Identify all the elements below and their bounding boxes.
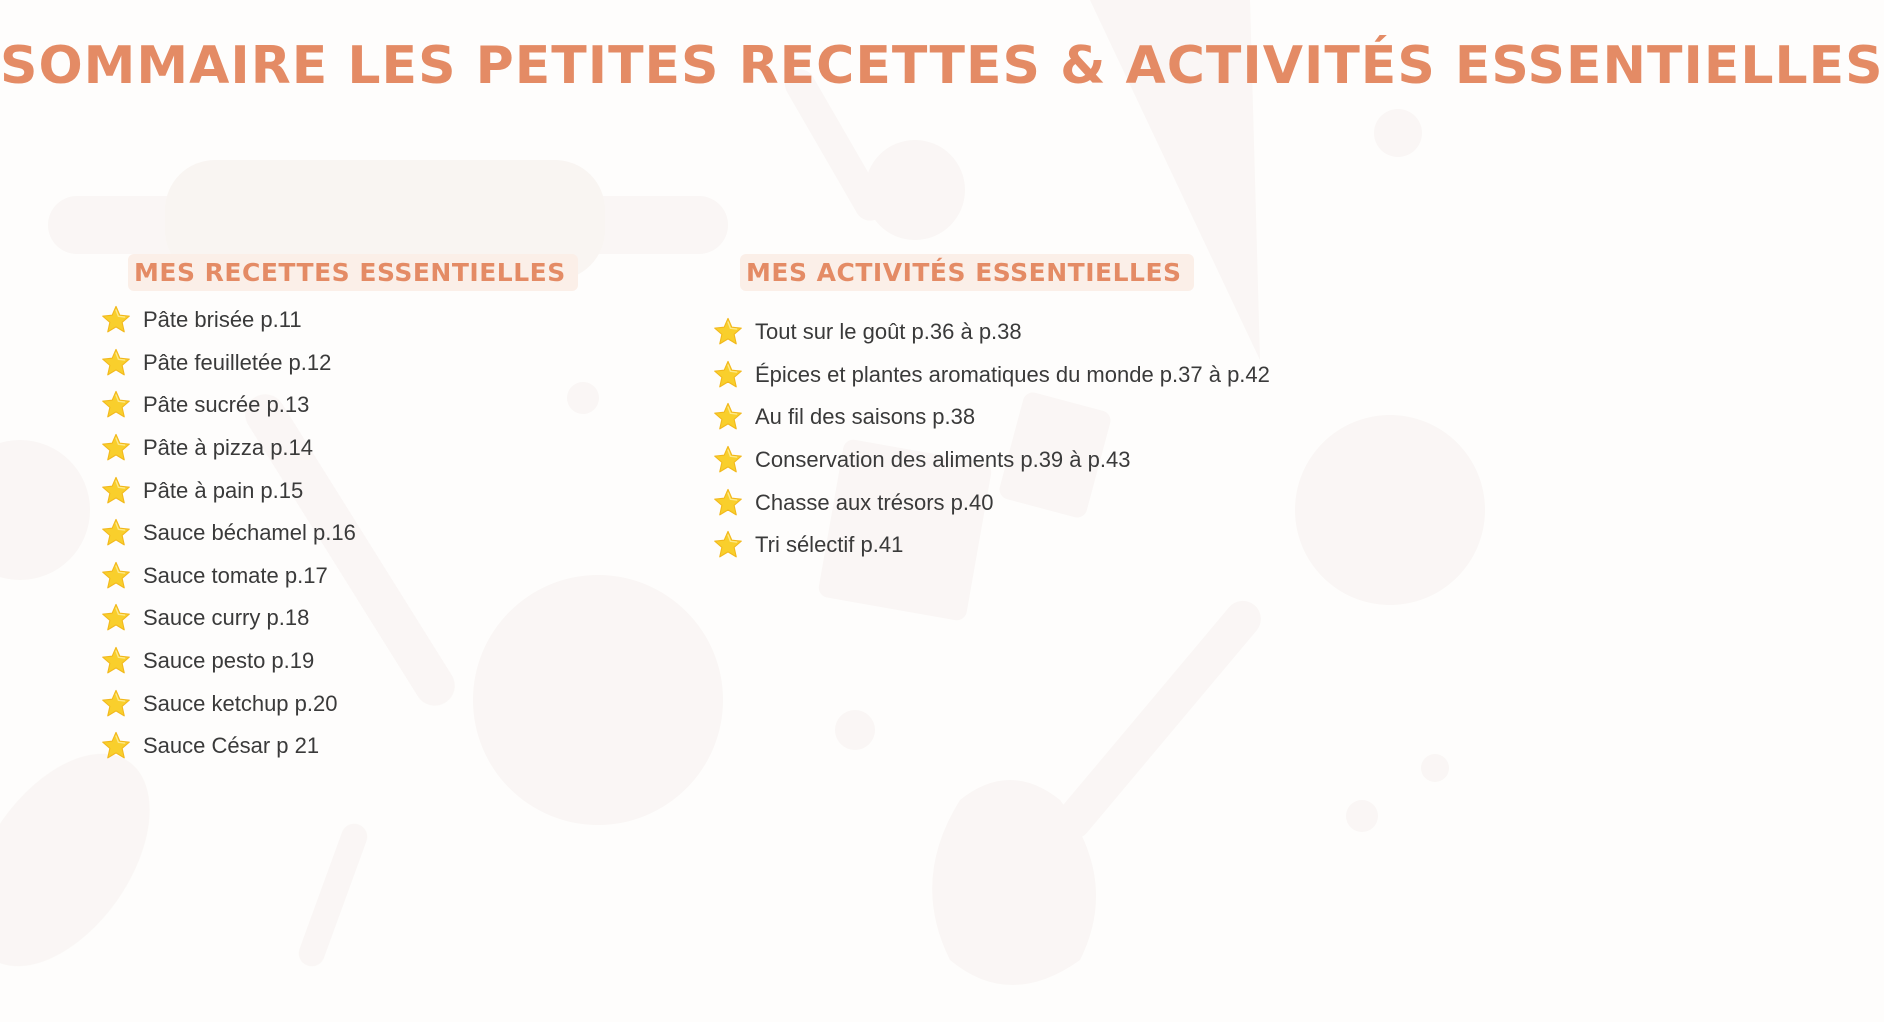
star-icon	[100, 304, 132, 336]
list-item	[100, 427, 660, 470]
star-icon	[100, 560, 132, 592]
star-icon	[712, 359, 744, 391]
star-icon	[712, 529, 744, 561]
page-title: SOMMAIRE LES PETITES RECETTES & ACTIVITÉS ESSENTIELLES	[0, 36, 1884, 96]
list-item	[712, 481, 1412, 524]
list-item	[712, 354, 1412, 397]
list-item	[100, 384, 660, 427]
star-icon	[100, 517, 132, 549]
list-item-label: Sauce pesto p.19	[143, 648, 315, 674]
list-item-label: Conservation des aliments p.39 à p.43	[755, 447, 1131, 473]
star-icon	[100, 347, 132, 379]
star-icon	[100, 730, 132, 762]
list-item	[100, 640, 660, 683]
star-icon	[100, 432, 132, 464]
list-item	[100, 682, 660, 725]
list-item	[712, 396, 1412, 439]
section-heading-recettes: MES RECETTES ESSENTIELLES	[128, 254, 578, 291]
section-recettes	[100, 254, 660, 768]
list-item-label: Au fil des saisons p.38	[755, 404, 976, 430]
list-item	[100, 469, 660, 512]
list-item-label: Pâte feuilletée p.12	[143, 349, 332, 375]
list-item-label: Pâte à pain p.15	[143, 477, 304, 503]
list-item-label: Sauce béchamel p.16	[143, 520, 356, 546]
list-item-label: Épices et plantes aromatiques du monde p.37 à p.42	[755, 361, 1270, 387]
list-item-label: Sauce curry p.18	[143, 605, 310, 631]
star-icon	[712, 487, 744, 519]
star-icon	[100, 688, 132, 720]
list-item	[100, 555, 660, 598]
star-icon	[100, 475, 132, 507]
star-icon	[100, 645, 132, 677]
list-item-label: Pâte brisée p.11	[143, 307, 302, 333]
section-heading-activites: MES ACTIVITÉS ESSENTIELLES	[740, 254, 1194, 291]
list-item-label: Pâte sucrée p.13	[143, 392, 310, 418]
star-icon	[712, 444, 744, 476]
bowl-icon	[865, 140, 965, 240]
list-item-label: Tri sélectif p.41	[755, 532, 904, 558]
list-item	[100, 725, 660, 768]
list-item-label: Sauce ketchup p.20	[143, 690, 338, 716]
section-activites	[712, 254, 1412, 567]
list-item	[100, 512, 660, 555]
star-icon	[712, 401, 744, 433]
vanilla-icon	[295, 820, 371, 970]
list-item	[100, 342, 660, 385]
activites-list	[712, 311, 1412, 567]
list-item-label: Chasse aux trésors p.40	[755, 489, 994, 515]
star-icon	[100, 602, 132, 634]
list-item	[712, 439, 1412, 482]
star-icon	[100, 389, 132, 421]
list-item-label: Sauce César p 21	[143, 733, 320, 759]
list-item-label: Pâte à pizza p.14	[143, 435, 314, 461]
star-icon	[712, 316, 744, 348]
list-item-label: Tout sur le goût p.36 à p.38	[755, 319, 1022, 345]
list-item	[712, 524, 1412, 567]
list-item	[100, 597, 660, 640]
list-item-label: Sauce tomate p.17	[143, 562, 328, 588]
list-item	[100, 299, 660, 342]
list-item	[712, 311, 1412, 354]
recettes-list	[100, 299, 660, 768]
